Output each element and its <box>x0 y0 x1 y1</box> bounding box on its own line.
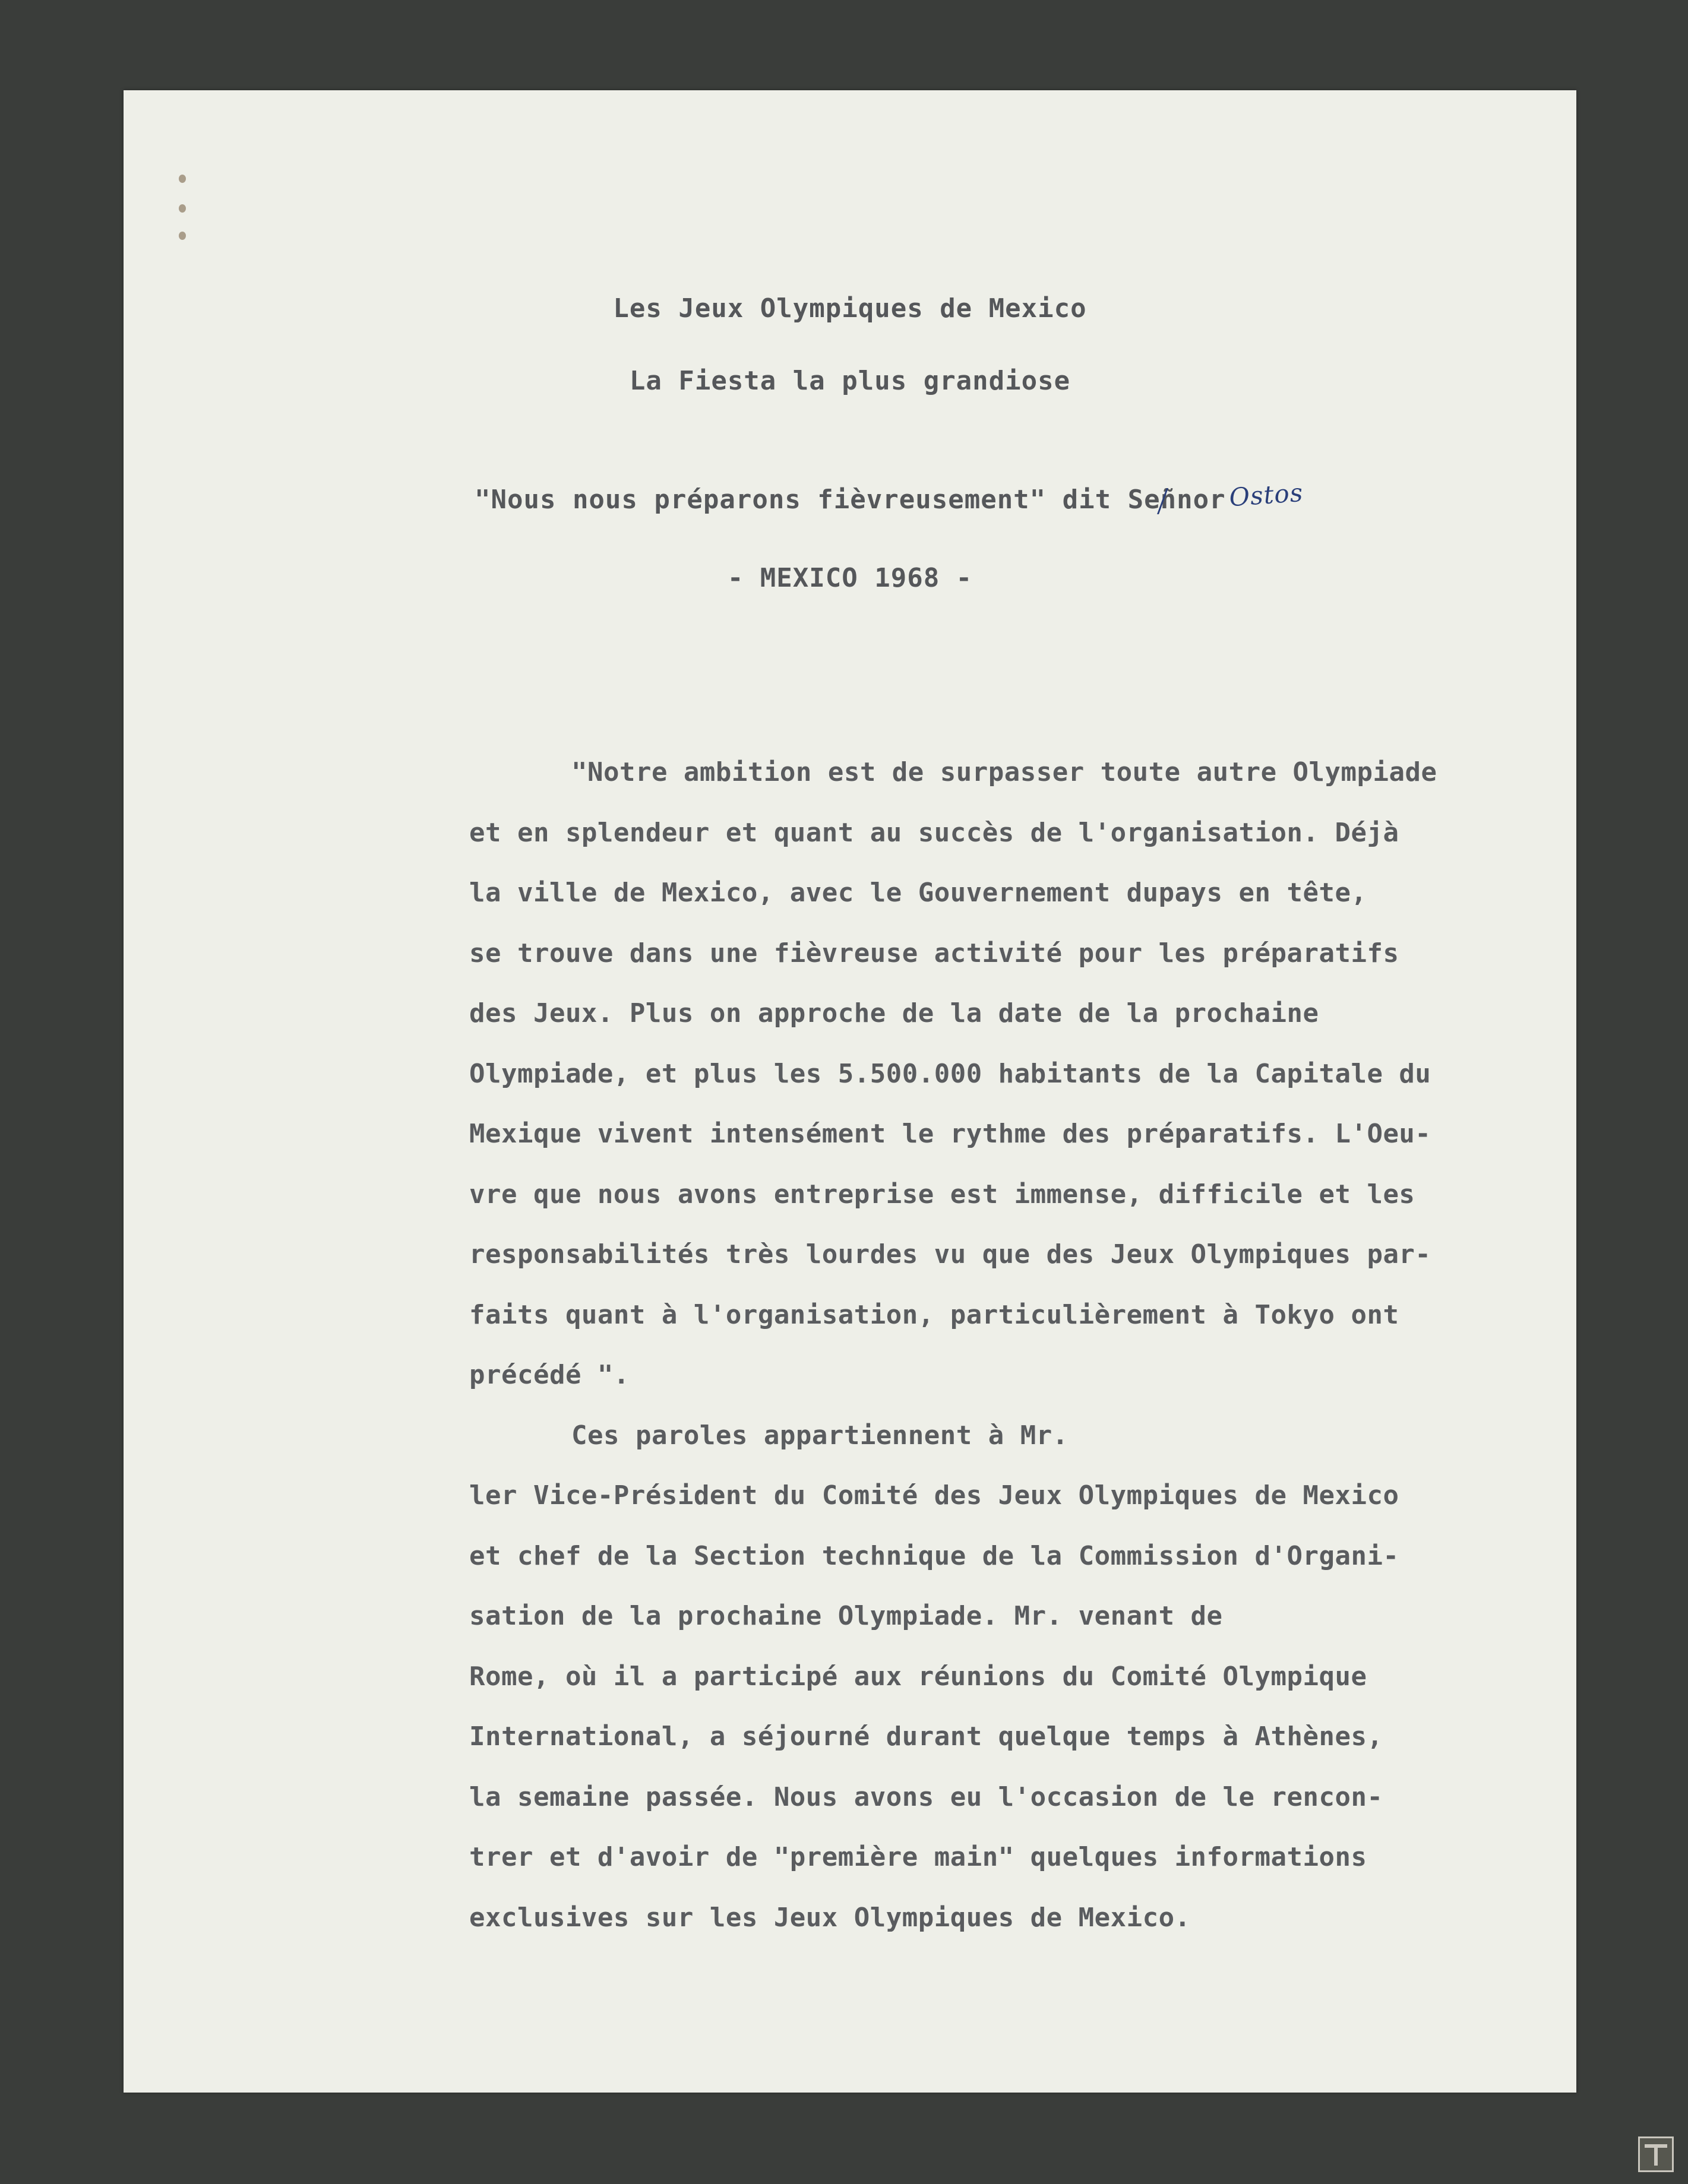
body-line: Rome, où il a participé aux réunions du Comité Olympique <box>469 1661 1367 1692</box>
body-line: Ces paroles appartiennent à Mr. <box>571 1420 1069 1451</box>
body-line: International, a séjourné durant quelque temps à Athènes, <box>469 1721 1383 1752</box>
body-line: responsabilités très lourdes vu que des Jeux Olympiques par- <box>469 1239 1431 1270</box>
body-line: sation de la prochaine Olympiade. Mr. venant de <box>469 1601 1223 1631</box>
quote-heading <box>475 477 1304 515</box>
handwritten-name-annotation: Ostos <box>1228 477 1304 512</box>
archive-logo-icon <box>1638 2136 1674 2172</box>
body-line: exclusives sur les Jeux Olympiques de Mexico. <box>469 1902 1191 1933</box>
punch-hole-mark <box>179 204 186 213</box>
body-line: des Jeux. Plus on approche de la date de la prochaine <box>469 998 1319 1028</box>
body-line: vre que nous avons entreprise est immense, difficile et les <box>469 1179 1415 1210</box>
punch-hole-mark <box>179 232 186 240</box>
quote-heading-end: nor <box>1177 485 1226 515</box>
body-line: précédé ". <box>469 1360 630 1390</box>
struck-letter: ñ <box>1160 485 1177 515</box>
quote-heading-text: "Nous nous préparons fièvreusement" dit Se <box>475 485 1161 515</box>
body-line: Olympiade, et plus les 5.500.000 habitants de la Capitale du <box>469 1058 1431 1089</box>
body-line: la ville de Mexico, avec le Gouvernement dupays en tête, <box>469 878 1367 908</box>
body-line: "Notre ambition est de surpasser toute autre Olympiade <box>571 757 1437 787</box>
body-line: et chef de la Section technique de la Commission d'Organi- <box>469 1540 1399 1571</box>
body-line: se trouve dans une fièvreuse activité pour les préparatifs <box>469 938 1399 968</box>
body-line: la semaine passée. Nous avons eu l'occasion de le rencon- <box>469 1781 1383 1812</box>
dateline: - MEXICO 1968 - <box>727 563 973 593</box>
body-line: faits quant à l'organisation, particulièrement à Tokyo ont <box>469 1299 1399 1330</box>
body-line: et en splendeur et quant au succès de l'organisation. Déjà <box>469 817 1399 848</box>
document-subtitle: La Fiesta la plus grandiose <box>629 366 1071 396</box>
punch-hole-mark <box>179 175 186 183</box>
body-line: trer et d'avoir de "première main" quelques informations <box>469 1842 1367 1872</box>
body-text <box>469 742 1556 1948</box>
body-line: ler Vice-Président du Comité des Jeux Olympiques de Mexico <box>469 1480 1399 1511</box>
body-line: Mexique vivent intensément le rythme des préparatifs. L'Oeu- <box>469 1119 1431 1149</box>
document-title: Les Jeux Olympiques de Mexico <box>613 293 1087 324</box>
document-page <box>124 90 1576 2093</box>
